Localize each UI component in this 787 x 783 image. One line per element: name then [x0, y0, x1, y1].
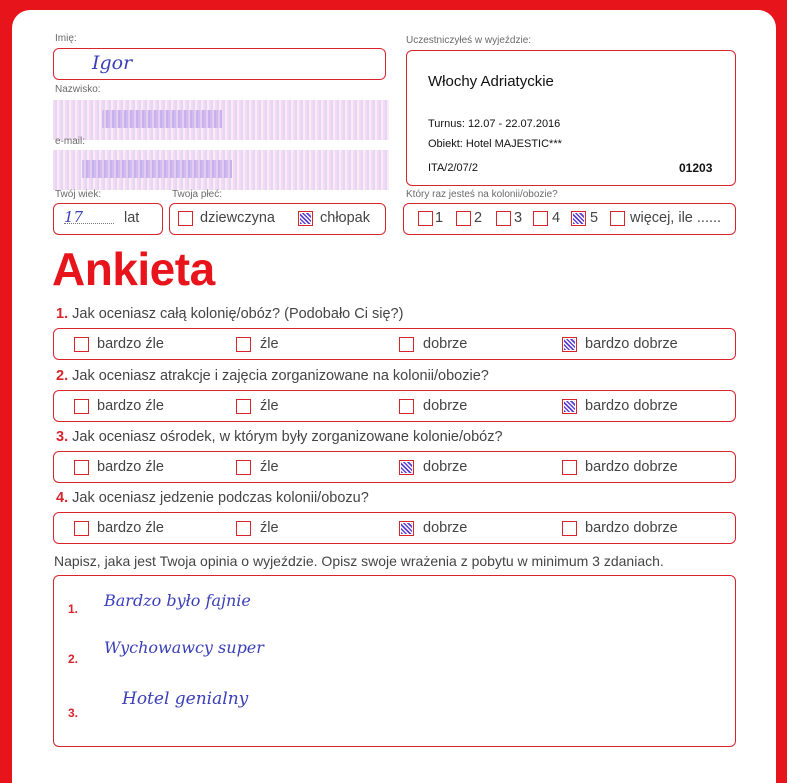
question-2	[56, 368, 489, 384]
times-option-4: 4	[552, 210, 561, 226]
surname-label: Nazwisko:	[55, 84, 101, 95]
opinion-line-3-number: 3.	[68, 706, 79, 720]
name-field[interactable]	[53, 48, 386, 80]
age-field[interactable]	[53, 203, 163, 235]
q4-checkbox-good[interactable]	[399, 521, 414, 536]
survey-title: Ankieta	[52, 243, 215, 295]
q3-option-good: dobrze	[423, 459, 468, 475]
gender-checkbox-male[interactable]	[298, 211, 313, 226]
times-option-3: 3	[514, 210, 523, 226]
q1-option-bad: źle	[260, 336, 279, 352]
times-field	[403, 203, 736, 235]
age-unit: lat	[124, 210, 140, 226]
q4-option-very-bad: bardzo źle	[97, 520, 164, 536]
age-label: Twój wiek:	[55, 189, 102, 200]
opinion-box[interactable]	[53, 575, 736, 747]
q1-checkbox-bad[interactable]	[236, 337, 251, 352]
q4-checkbox-very-good[interactable]	[562, 521, 577, 536]
trip-code: ITA/2/07/2	[428, 162, 478, 174]
q2-checkbox-very-bad[interactable]	[74, 399, 89, 414]
opinion-line-2-text: Wychowawcy super	[104, 638, 264, 657]
q1-checkbox-very-bad[interactable]	[74, 337, 89, 352]
times-option-2: 2	[474, 210, 483, 226]
question-4-text: Jak oceniasz jedzenie podczas kolonii/obozu?	[72, 490, 369, 506]
gender-label: Twoja płeć:	[172, 189, 223, 200]
question-1-number: 1.	[56, 306, 69, 322]
q2-checkbox-bad[interactable]	[236, 399, 251, 414]
surname-redacted-ink	[102, 110, 222, 128]
gender-option-female: dziewczyna	[200, 210, 275, 226]
times-option-1: 1	[435, 210, 444, 226]
times-checkbox-3[interactable]	[496, 211, 511, 226]
question-4	[56, 490, 369, 506]
name-value: Igor	[92, 52, 133, 74]
q1-option-very-good: bardzo dobrze	[585, 336, 678, 352]
q4-option-very-good: bardzo dobrze	[585, 520, 678, 536]
question-3	[56, 429, 503, 445]
q4-option-good: dobrze	[423, 520, 468, 536]
question-1	[56, 306, 403, 322]
gender-option-male: chłopak	[320, 210, 370, 226]
email-redacted-ink	[82, 160, 232, 178]
q4-checkbox-very-bad[interactable]	[74, 521, 89, 536]
question-1-text: Jak oceniasz całą kolonię/obóz? (Podobało Ci się?)	[72, 306, 404, 322]
q1-checkbox-very-good[interactable]	[562, 337, 577, 352]
times-option-5: 5	[590, 210, 599, 226]
trip-number: 01203	[679, 161, 713, 175]
q3-option-very-good: bardzo dobrze	[585, 459, 678, 475]
q2-option-very-bad: bardzo źle	[97, 398, 164, 414]
question-3-number: 3.	[56, 429, 69, 445]
question-1-options	[53, 328, 736, 360]
email-label: e-mail:	[55, 136, 86, 147]
q3-checkbox-very-bad[interactable]	[74, 460, 89, 475]
trip-turnus: Turnus: 12.07 - 22.07.2016	[428, 118, 561, 130]
times-label: Który raz jesteś na kolonii/obozie?	[406, 189, 558, 200]
opinion-prompt: Napisz, jaka jest Twoja opinia o wyjeździe. Opisz swoje wrażenia z pobytu w minimum 3 zdaniach.	[54, 553, 664, 569]
question-4-options	[53, 512, 736, 544]
q1-checkbox-good[interactable]	[399, 337, 414, 352]
q1-option-very-bad: bardzo źle	[97, 336, 164, 352]
opinion-line-3-text: Hotel genialny	[122, 689, 249, 709]
trip-box	[406, 50, 736, 186]
question-4-number: 4.	[56, 490, 69, 506]
times-checkbox-4[interactable]	[533, 211, 548, 226]
question-3-text: Jak oceniasz ośrodek, w którym były zorganizowane kolonie/obóz?	[72, 429, 503, 445]
times-option-more: więcej, ile ......	[630, 210, 722, 226]
trip-label: Uczestniczyłeś w wyjeździe:	[406, 35, 532, 46]
trip-obiekt: Obiekt: Hotel MAJESTIC***	[428, 138, 562, 150]
age-value: 17	[64, 208, 84, 226]
opinion-line-2-number: 2.	[68, 652, 79, 666]
question-2-number: 2.	[56, 368, 69, 384]
q3-option-very-bad: bardzo źle	[97, 459, 164, 475]
q4-option-bad: źle	[260, 520, 279, 536]
q1-option-good: dobrze	[423, 336, 468, 352]
q3-option-bad: źle	[260, 459, 279, 475]
gender-checkbox-female[interactable]	[178, 211, 193, 226]
survey-sheet	[12, 10, 776, 783]
opinion-line-1-number: 1.	[68, 602, 79, 616]
trip-name: Włochy Adriatyckie	[428, 73, 554, 90]
times-checkbox-more[interactable]	[610, 211, 625, 226]
q2-checkbox-very-good[interactable]	[562, 399, 577, 414]
question-3-options	[53, 451, 736, 483]
q3-checkbox-very-good[interactable]	[562, 460, 577, 475]
question-2-text: Jak oceniasz atrakcje i zajęcia zorganizowane na kolonii/obozie?	[72, 368, 489, 384]
q2-option-very-good: bardzo dobrze	[585, 398, 678, 414]
q2-option-good: dobrze	[423, 398, 468, 414]
question-2-options	[53, 390, 736, 422]
q2-checkbox-good[interactable]	[399, 399, 414, 414]
age-dots	[64, 223, 114, 224]
q3-checkbox-good[interactable]	[399, 460, 414, 475]
q3-checkbox-bad[interactable]	[236, 460, 251, 475]
times-checkbox-5[interactable]	[571, 211, 586, 226]
times-checkbox-1[interactable]	[418, 211, 433, 226]
name-label: Imię:	[55, 33, 77, 44]
q4-checkbox-bad[interactable]	[236, 521, 251, 536]
gender-field	[169, 203, 386, 235]
times-checkbox-2[interactable]	[456, 211, 471, 226]
q2-option-bad: źle	[260, 398, 279, 414]
opinion-line-1-text: Bardzo było fajnie	[104, 591, 251, 610]
